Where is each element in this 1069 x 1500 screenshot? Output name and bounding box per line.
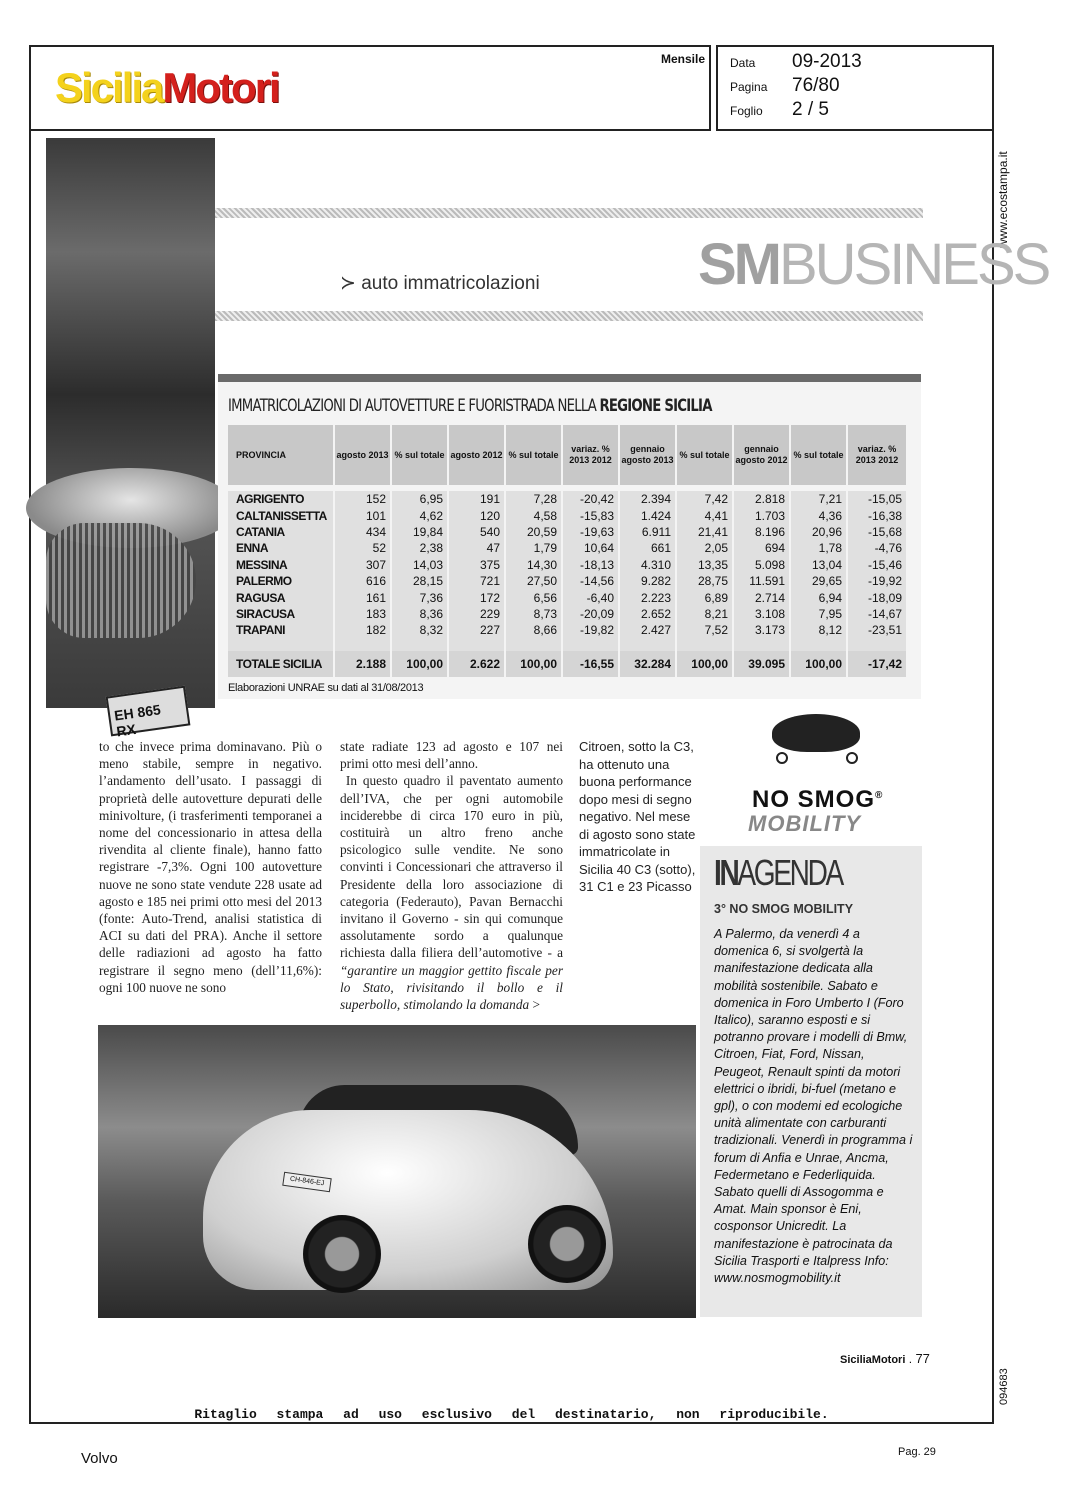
table-cell: [449, 639, 504, 651]
table-cell: [677, 639, 732, 651]
wheel-icon: [776, 752, 788, 764]
table-row: [228, 573, 906, 589]
table-row: [228, 524, 906, 540]
table-cell: 2.394: [620, 491, 675, 507]
table-cell: -18,13: [563, 557, 618, 573]
table-header-cell: % sul totale: [392, 425, 447, 485]
table-cell: [506, 639, 561, 651]
table-cell: -15,83: [563, 507, 618, 523]
table-header-cell: variaz. % 2013 2012: [848, 425, 906, 485]
table-cell: 661: [620, 540, 675, 556]
table-cell: -4,76: [848, 540, 906, 556]
table-cell: [228, 639, 333, 651]
inagenda-subtitle: 3° NO SMOG MOBILITY: [714, 902, 854, 916]
page-number: 77: [915, 1351, 930, 1366]
table-cell: 13,35: [677, 557, 732, 573]
table-row: [228, 507, 906, 523]
table-cell: 28,15: [392, 573, 447, 589]
registrations-table: [226, 425, 908, 677]
table-cell: [791, 639, 846, 651]
table-cell: 172: [449, 589, 504, 605]
province-name-cell: RAGUSA: [228, 589, 333, 605]
table-cell: 14,03: [392, 557, 447, 573]
table-cell: 7,36: [392, 589, 447, 605]
table-header-row: [228, 425, 906, 485]
table-cell: 4,62: [392, 507, 447, 523]
table-cell: 8,36: [392, 606, 447, 622]
table-cell: 47: [449, 540, 504, 556]
table-cell: 6.911: [620, 524, 675, 540]
table-header-cell: % sul totale: [506, 425, 561, 485]
table-cell: -19,92: [848, 573, 906, 589]
table-cell: 434: [335, 524, 390, 540]
table-cell: -19,82: [563, 622, 618, 638]
table-cell: 21,41: [677, 524, 732, 540]
total-cell: 100,00: [677, 651, 732, 677]
client-name: Volvo: [81, 1450, 118, 1467]
table-cell: 52: [335, 540, 390, 556]
table-cell: -15,46: [848, 557, 906, 573]
table-cell: 191: [449, 491, 504, 507]
table-cell: 6,56: [506, 589, 561, 605]
table-cell: 2.427: [620, 622, 675, 638]
table-cell: 3.108: [734, 606, 789, 622]
table-header-cell: % sul totale: [677, 425, 732, 485]
table-cell: -18,09: [848, 589, 906, 605]
date-value: 09-2013: [792, 51, 862, 72]
article-column-1: to che invece prima dominavano. Più o meno stabile, sempre in negativo. l’andamento dell’usato. I passaggi di proprietà delle autovetture depurati delle minivolture, (i trasferimenti temporanei a nome del concessionario in attesa della rivendita al cliente finale), hanno fatto registrare -7,3%. Ogni 100 autovetture nuove ne sono state vendute 228 usate ad agosto e 185 nei primi otto mesi del 2013 (fonte: Auto-Trend, analisi statistica di ACI su dati del PRA). Anche il settore delle radiazioni ad agosto ha fatto registrare il segno meno (dell’11,6%): ogni 100 nuove ne sono: [99, 739, 322, 995]
hatch-stripe-top: [215, 208, 923, 218]
table-cell: 229: [449, 606, 504, 622]
leaf-car-icon: [772, 714, 860, 752]
table-row: [228, 589, 906, 605]
table-cell: 7,28: [506, 491, 561, 507]
inagenda-heading: INAGENDA: [714, 852, 842, 893]
table-cell: 6,95: [392, 491, 447, 507]
table-cell: 7,52: [677, 622, 732, 638]
table-cell: 120: [449, 507, 504, 523]
table-cell: 540: [449, 524, 504, 540]
table-header-cell: variaz. % 2013 2012: [563, 425, 618, 485]
table-cell: 2.223: [620, 589, 675, 605]
table-header-cell: gennaio agosto 2013: [620, 425, 675, 485]
table-header-cell: gennaio agosto 2012: [734, 425, 789, 485]
header-left-box: [29, 45, 711, 131]
car-grille: [46, 523, 196, 638]
table-cell: -23,51: [848, 622, 906, 638]
table-cell: [620, 639, 675, 651]
table-cell: 27,50: [506, 573, 561, 589]
sm-business-logo: SMBUSINESS: [698, 232, 1049, 297]
meta-pagina: Pagina 76/80: [730, 75, 840, 96]
total-cell: 32.284: [620, 651, 675, 677]
nosmog-subtitle: MOBILITY: [748, 811, 862, 836]
foglio-value: 2 / 5: [792, 99, 829, 120]
table-cell: -15,05: [848, 491, 906, 507]
nosmog-mobility-logo: [700, 708, 922, 846]
table-row: [228, 491, 906, 507]
province-name-cell: PALERMO: [228, 573, 333, 589]
section-subtitle: ≻ auto immatricolazioni: [340, 273, 540, 294]
table-spacer-row: [228, 639, 906, 651]
hatch-stripe-bottom: [215, 311, 923, 321]
total-cell: 39.095: [734, 651, 789, 677]
table-cell: 1.703: [734, 507, 789, 523]
table-top-bar: [218, 374, 921, 382]
table-cell: 7,42: [677, 491, 732, 507]
table-total-row: [228, 651, 906, 677]
lancia-car-photo: [46, 138, 215, 740]
side-code: 094683: [998, 1368, 1010, 1405]
table-cell: 721: [449, 573, 504, 589]
table-cell: 9.282: [620, 573, 675, 589]
table-title: IMMATRICOLAZIONI DI AUTOVETTURE E FUORISTRADA NELLA REGIONE SICILIA: [228, 396, 712, 416]
table-cell: 2,05: [677, 540, 732, 556]
table-cell: 20,59: [506, 524, 561, 540]
table-cell: 8,32: [392, 622, 447, 638]
table-cell: 8,66: [506, 622, 561, 638]
table-cell: -14,67: [848, 606, 906, 622]
table-cell: 8,12: [791, 622, 846, 638]
table-cell: 101: [335, 507, 390, 523]
table-cell: 13,04: [791, 557, 846, 573]
table-cell: -20,09: [563, 606, 618, 622]
table-cell: [392, 639, 447, 651]
table-cell: 20,96: [791, 524, 846, 540]
registrations-table-box: [218, 382, 921, 699]
table-header-cell: agosto 2013: [335, 425, 390, 485]
table-cell: 3.173: [734, 622, 789, 638]
table-cell: 375: [449, 557, 504, 573]
table-cell: 616: [335, 573, 390, 589]
province-name-cell: CATANIA: [228, 524, 333, 540]
table-cell: 4,58: [506, 507, 561, 523]
table-cell: 29,65: [791, 573, 846, 589]
table-header-cell: PROVINCIA: [228, 425, 333, 485]
province-name-cell: AGRIGENTO: [228, 491, 333, 507]
province-name-cell: TRAPANI: [228, 622, 333, 638]
province-name-cell: ENNA: [228, 540, 333, 556]
table-cell: [848, 639, 906, 651]
table-cell: 8.196: [734, 524, 789, 540]
table-cell: -6,40: [563, 589, 618, 605]
table-cell: 8,73: [506, 606, 561, 622]
inagenda-box: [700, 846, 922, 1317]
total-cell: -17,42: [848, 651, 906, 677]
table-cell: -20,42: [563, 491, 618, 507]
total-cell: 100,00: [791, 651, 846, 677]
nosmog-title: NO SMOG®: [752, 786, 884, 813]
table-cell: [335, 639, 390, 651]
siciliamotori-logo: SiciliaMotori: [55, 64, 279, 111]
table-cell: 8,21: [677, 606, 732, 622]
table-cell: 4,36: [791, 507, 846, 523]
table-cell: 14,30: [506, 557, 561, 573]
total-label-cell: TOTALE SICILIA: [228, 651, 333, 677]
province-name-cell: MESSINA: [228, 557, 333, 573]
province-name-cell: CALTANISSETTA: [228, 507, 333, 523]
table-cell: 4.310: [620, 557, 675, 573]
table-cell: 307: [335, 557, 390, 573]
table-cell: 10,64: [563, 540, 618, 556]
table-cell: 4,41: [677, 507, 732, 523]
table-cell: [734, 639, 789, 651]
pag-number: Pag. 29: [898, 1446, 936, 1458]
table-cell: 182: [335, 622, 390, 638]
table-cell: 2.714: [734, 589, 789, 605]
total-cell: 2.622: [449, 651, 504, 677]
citroen-c3-photo: [98, 1025, 696, 1318]
table-cell: 2.818: [734, 491, 789, 507]
total-cell: -16,55: [563, 651, 618, 677]
table-row: [228, 622, 906, 638]
table-cell: 28,75: [677, 573, 732, 589]
total-cell: 100,00: [506, 651, 561, 677]
table-cell: 1,78: [791, 540, 846, 556]
table-header-cell: % sul totale: [791, 425, 846, 485]
table-cell: 2,38: [392, 540, 447, 556]
meta-foglio: Foglio 2 / 5: [730, 99, 829, 120]
total-cell: 100,00: [392, 651, 447, 677]
table-cell: 227: [449, 622, 504, 638]
table-header-cell: agosto 2012: [449, 425, 504, 485]
license-plate: CH-846-EJ: [282, 1172, 331, 1193]
ritaglio-notice: Ritaglio stampa ad uso esclusivo del destinatario, non riproducibile.: [194, 1407, 829, 1422]
wheel-icon: [846, 752, 858, 764]
province-name-cell: SIRACUSA: [228, 606, 333, 622]
table-cell: 183: [335, 606, 390, 622]
side-url: www.ecostampa.it: [996, 151, 1010, 248]
meta-data: Data 09-2013: [730, 51, 862, 72]
table-cell: 2.652: [620, 606, 675, 622]
frequency-label: Mensile: [660, 52, 705, 66]
table-cell: 152: [335, 491, 390, 507]
table-cell: 5.098: [734, 557, 789, 573]
pagina-value: 76/80: [792, 75, 840, 96]
table-cell: -16,38: [848, 507, 906, 523]
table-cell: 1.424: [620, 507, 675, 523]
table-cell: -15,68: [848, 524, 906, 540]
table-row: [228, 540, 906, 556]
table-cell: 11.591: [734, 573, 789, 589]
article-column-2: state radiate 123 ad agosto e 107 nei primi otto mesi dell’anno. In questo quadro il paventato aumento dell’IVA, che per ogni automobile inciderebbe di circa 170 euro in più, costituirà un altro freno anche psicologico sulle vendite. Ne sono convinti i Concessionari che attraverso il Presidente della loro associazione di categoria (Federauto), Pavan Bernacchi invitano il Governo - sin qui comunque assolutamente sordo a qualunque richiesta dalla filiera dell’automotive - a “garantire un maggior gettito fiscale per lo Stato, rivisitando il bollo e il superbollo, stimolando la domanda >: [340, 739, 563, 1013]
table-cell: -19,63: [563, 524, 618, 540]
header-meta-box: [716, 45, 994, 131]
page-footer-brand: SiciliaMotori . 77: [840, 1351, 930, 1366]
table-cell: -14,56: [563, 573, 618, 589]
total-cell: 2.188: [335, 651, 390, 677]
table-row: [228, 606, 906, 622]
license-plate: EH 865 RX: [106, 686, 191, 737]
table-cell: [563, 639, 618, 651]
table-cell: 7,95: [791, 606, 846, 622]
table-source-note: Elaborazioni UNRAE su dati al 31/08/2013: [228, 682, 424, 694]
table-cell: 6,89: [677, 589, 732, 605]
table-cell: 6,94: [791, 589, 846, 605]
table-cell: 694: [734, 540, 789, 556]
table-cell: 19,84: [392, 524, 447, 540]
chevron-right-icon: ≻: [340, 273, 362, 294]
table-cell: 1,79: [506, 540, 561, 556]
table-row: [228, 557, 906, 573]
table-cell: 161: [335, 589, 390, 605]
car-wheel: [303, 1215, 381, 1293]
car-wheel: [528, 1205, 606, 1283]
inagenda-text: A Palermo, da venerdì 4 a domenica 6, si svolgertà la manifestazione dedicata alla mobilità sostenibile. Sabato e domenica in Foro Umberto I (Foro Italico), saranno esposti e si potranno provare i modelli di Bmw, Citroen, Fiat, Ford, Nissan, Peugeot, Renault spinti da motori elettrici o ibridi, bi-fuel (metano e gpl), o con modemi ed ecologiche unità alimentate con carburanti tradizionali. Venerdì in programma i forum di Anfia e Unrae, Ancma, Federmetano e Federliquida. Sabato quelli di Assogomma e Amat. Main sponsor è Eni, cosponsor Unicredit. La manifestazione è patrocinata da Sicilia Trasporti e Italpress Info: www.nosmogmobility.it: [714, 927, 913, 1286]
table-cell: 7,21: [791, 491, 846, 507]
photo-caption: Citroen, sotto la C3, ha ottenuto una buona performance dopo mesi di segno negativo. Nel mese di agosto sono state immatricolate in Sicilia 40 C3 (sotto), 31 C1 e 23 Picasso: [579, 739, 696, 894]
chevron-right-icon: >: [532, 997, 540, 1013]
